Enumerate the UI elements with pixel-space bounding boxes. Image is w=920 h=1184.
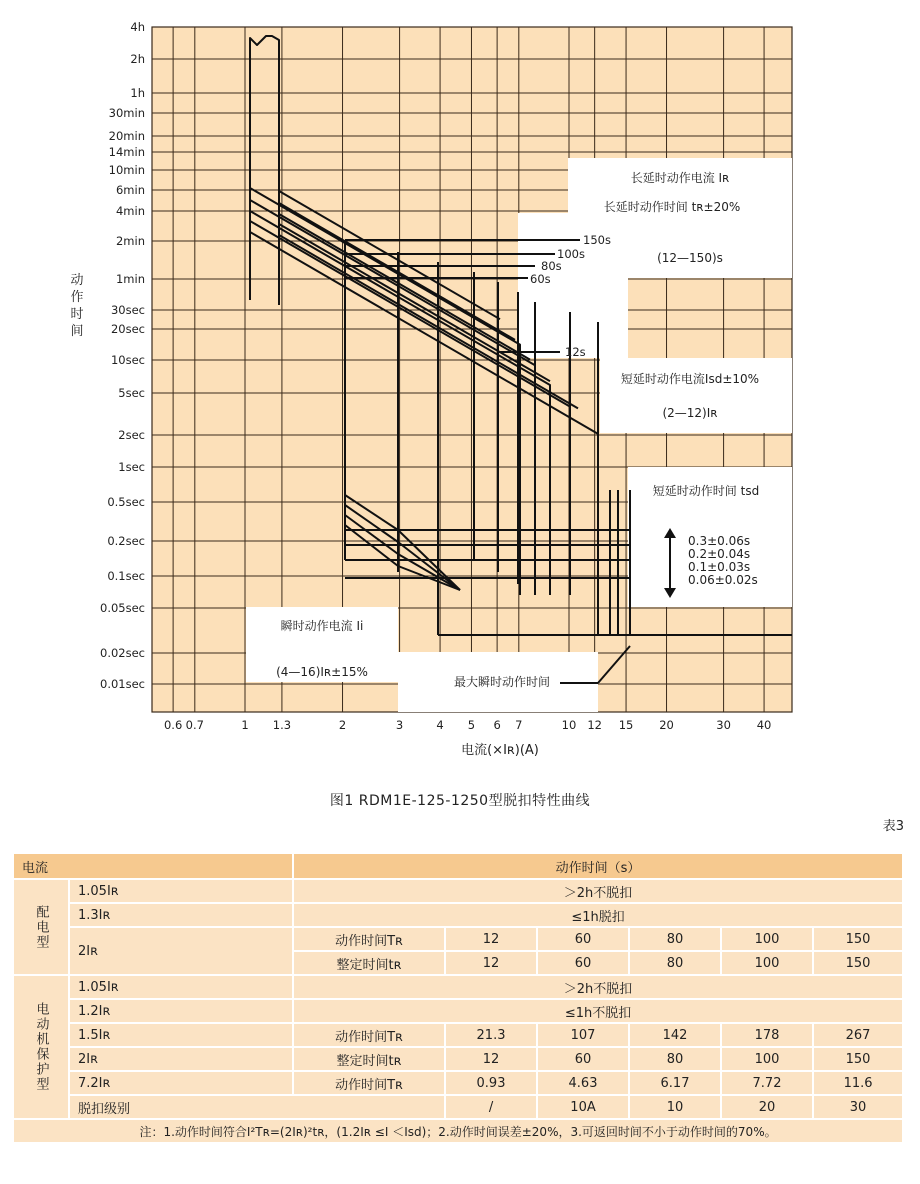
cell-value: 178 <box>721 1023 813 1047</box>
header-current: 电流 <box>13 853 293 879</box>
cell-label: 整定时间tʀ <box>293 1047 445 1071</box>
y-tick-label: 10min <box>108 163 145 177</box>
x-tick-label: 7 <box>515 718 523 732</box>
table-row <box>13 1071 903 1095</box>
y-tick-label: 0.01sec <box>100 677 145 691</box>
curve-label: 100s <box>557 247 585 261</box>
x-tick-label: 5 <box>467 718 476 732</box>
table-label: 表3 <box>882 819 904 834</box>
cell-current: 1.5Iʀ <box>69 1023 293 1047</box>
instant-title: 瞬时动作电流 Ii <box>280 619 364 633</box>
cell-value: 80 <box>629 951 721 975</box>
cell-value: 6.17 <box>629 1071 721 1095</box>
y-tick-label: 2h <box>130 52 145 66</box>
annotation-box <box>600 358 792 433</box>
y-tick-label: 5sec <box>118 386 145 400</box>
curve-label: 12s <box>565 345 586 359</box>
x-tick-label: 1.3 <box>272 718 292 732</box>
y-tick-label: 0.05sec <box>100 601 145 615</box>
x-tick-label: 40 <box>756 718 772 732</box>
cell-value: 10 <box>629 1095 721 1119</box>
cell-value: 100 <box>721 927 813 951</box>
max-instant-label: 最大瞬时动作时间 <box>453 675 551 689</box>
table-header-row <box>13 853 903 879</box>
cell-value: 107 <box>537 1023 629 1047</box>
curve-label: 60s <box>530 272 551 286</box>
y-tick-label: 30min <box>108 106 145 120</box>
y-tick-label: 1sec <box>118 460 145 474</box>
cell-label: 动作时间Tʀ <box>293 1071 445 1095</box>
trip-spec-table <box>12 852 904 1144</box>
y-tick-label: 1min <box>115 272 145 286</box>
cell-value: 100 <box>721 1047 813 1071</box>
cell-current: 2Iʀ <box>69 927 293 975</box>
cell-label: 动作时间Tʀ <box>293 1023 445 1047</box>
y-tick-label: 20sec <box>110 322 145 336</box>
cell-current: 脱扣级别 <box>69 1095 445 1119</box>
cell-value: 267 <box>813 1023 903 1047</box>
table-note-row <box>13 1119 903 1143</box>
cell-current: 7.2Iʀ <box>69 1071 293 1095</box>
x-tick-label: 10 <box>561 718 577 732</box>
cell-value: 100 <box>721 951 813 975</box>
cell-value: 11.6 <box>813 1071 903 1095</box>
table-row <box>13 1095 903 1119</box>
instant-range: (4—16)Iʀ±15% <box>276 665 368 679</box>
x-tick-label: 15 <box>618 718 634 732</box>
y-tick-label: 0.5sec <box>107 495 145 509</box>
cell-value: 142 <box>629 1023 721 1047</box>
x-tick-label: 1 <box>241 718 249 732</box>
table-row <box>13 1023 903 1047</box>
header-time: 动作时间（s） <box>293 853 903 879</box>
cell-value: 150 <box>813 951 903 975</box>
short-delay-time-value: 0.1±0.03s <box>688 560 751 574</box>
y-tick-label: 0.02sec <box>100 646 145 660</box>
cell-value: 60 <box>537 927 629 951</box>
cell-value: ＞2h不脱扣 <box>293 975 903 999</box>
cell-value: 7.72 <box>721 1071 813 1095</box>
table-row <box>13 975 903 999</box>
cell-label: 动作时间Tʀ <box>293 927 445 951</box>
cell-value: 80 <box>629 927 721 951</box>
short-delay-range: (2—12)Iʀ <box>662 406 718 420</box>
long-delay-time: 长延时动作时间 tʀ±20% <box>603 200 741 214</box>
cell-current: 1.05Iʀ <box>69 975 293 999</box>
figure-caption: 图1 RDM1E-125-1250型脱扣特性曲线 <box>329 793 591 809</box>
cell-value: 150 <box>813 927 903 951</box>
x-tick-label: 0.7 <box>185 718 204 732</box>
cell-value: 10A <box>537 1095 629 1119</box>
cell-value: 20 <box>721 1095 813 1119</box>
y-tick-label: 1h <box>130 86 145 100</box>
y-tick-label: 30sec <box>110 303 145 317</box>
cell-current: 1.3Iʀ <box>69 903 293 927</box>
table-row <box>13 879 903 903</box>
y-tick-label: 20min <box>108 129 145 143</box>
cell-value: 80 <box>629 1047 721 1071</box>
cell-value: ≤1h脱扣 <box>293 903 903 927</box>
cell-current: 1.05Iʀ <box>69 879 293 903</box>
cell-label: 整定时间tʀ <box>293 951 445 975</box>
y-axis-title: 动作时间 <box>70 273 84 339</box>
curve-label: 150s <box>583 233 611 247</box>
curve-label: 80s <box>541 259 562 273</box>
cell-current: 2Iʀ <box>69 1047 293 1071</box>
table-note: 注：1.动作时间符合I²Tʀ=(2Iʀ)²tʀ，(1.2Iʀ ≤I ＜Isd)；2.动作时间误差±20%，3.可返回时间不小于动作时间的70%。 <box>13 1119 903 1143</box>
long-delay-range: (12—150)s <box>657 251 723 265</box>
short-delay-time-value: 0.2±0.04s <box>688 547 751 561</box>
cell-value: 150 <box>813 1047 903 1071</box>
short-delay-time-value: 0.06±0.02s <box>688 573 758 587</box>
short-delay-title: 短延时动作电流Isd±10% <box>620 372 760 386</box>
cell-value: 12 <box>445 927 537 951</box>
long-delay-title: 长延时动作电流 Iʀ <box>630 171 730 185</box>
group-distribution: 配电型 <box>13 879 69 975</box>
y-tick-label: 2sec <box>118 428 145 442</box>
y-tick-label: 4h <box>130 20 145 34</box>
y-tick-label: 4min <box>115 204 145 218</box>
y-tick-label: 14min <box>108 145 145 159</box>
cell-value: 0.93 <box>445 1071 537 1095</box>
short-delay-time-value: 0.3±0.06s <box>688 534 751 548</box>
cell-current: 1.2Iʀ <box>69 999 293 1023</box>
short-delay-time-title: 短延时动作时间 tsd <box>652 484 760 498</box>
x-axis-title: 电流(×Iʀ)(A) <box>461 743 539 758</box>
cell-value: / <box>445 1095 537 1119</box>
x-tick-label: 0.6 <box>163 718 183 732</box>
y-tick-label: 10sec <box>110 353 145 367</box>
cell-value: ＞2h不脱扣 <box>293 879 903 903</box>
x-tick-label: 6 <box>493 718 501 732</box>
cell-value: 12 <box>445 1047 537 1071</box>
cell-value: 30 <box>813 1095 903 1119</box>
x-tick-label: 3 <box>395 718 404 732</box>
x-tick-label: 4 <box>436 718 444 732</box>
group-motor-protection: 电动机保护型 <box>13 975 69 1119</box>
cell-value: 12 <box>445 951 537 975</box>
cell-value: 4.63 <box>537 1071 629 1095</box>
y-tick-label: 2min <box>115 234 145 248</box>
cell-value: 60 <box>537 951 629 975</box>
table-row <box>13 927 903 951</box>
cell-value: 21.3 <box>445 1023 537 1047</box>
table-row <box>13 1047 903 1071</box>
y-tick-label: 0.1sec <box>107 569 145 583</box>
x-tick-label: 20 <box>659 718 674 732</box>
cell-value: ≤1h不脱扣 <box>293 999 903 1023</box>
table-row <box>13 999 903 1023</box>
y-tick-label: 0.2sec <box>107 534 145 548</box>
cell-value: 60 <box>537 1047 629 1071</box>
table-row <box>13 903 903 927</box>
y-tick-label: 6min <box>115 183 145 197</box>
x-tick-label: 30 <box>716 718 731 732</box>
x-tick-label: 2 <box>338 718 347 732</box>
x-tick-label: 12 <box>587 718 602 732</box>
